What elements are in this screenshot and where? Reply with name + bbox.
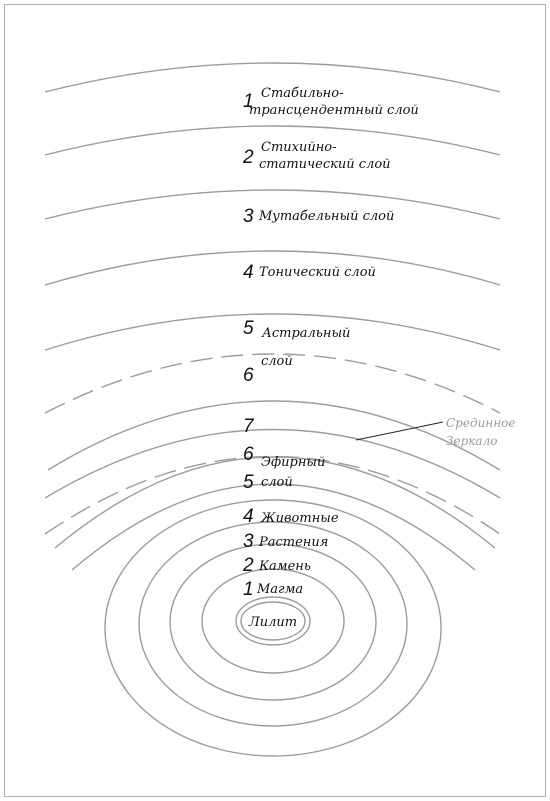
layer-label: Растения — [259, 535, 329, 550]
layer-number: 1 — [243, 91, 254, 112]
layer-number: 5 — [243, 318, 254, 339]
layer-label: Тонический слой — [259, 265, 376, 280]
mirror-note: Зеркало — [446, 434, 498, 448]
mirror-pointer-line — [356, 422, 443, 440]
layer-label: Астральный — [262, 326, 351, 341]
layer-number: 6 — [243, 444, 254, 465]
layer-number: 3 — [243, 206, 254, 227]
layer-label: Стихийно- — [261, 140, 337, 155]
layer-number: 4 — [243, 506, 254, 527]
layer-number: 7 — [243, 416, 254, 437]
layer-number: 1 — [243, 579, 254, 600]
layer-label: трансцендентный слой — [249, 103, 419, 118]
layer-label: Мутабельный слой — [259, 209, 395, 224]
layer-number: 5 — [243, 472, 254, 493]
layer-number: 3 — [243, 531, 254, 552]
layer-number: 4 — [243, 262, 254, 283]
layer-number: 2 — [243, 555, 254, 576]
layer-label: слой — [261, 354, 293, 369]
center-label: Лилит — [248, 615, 298, 630]
layer-label: Эфирный — [261, 455, 326, 470]
mirror-note: Срединное — [446, 416, 516, 430]
layer-label: слой — [261, 475, 293, 490]
layer-label: Животные — [261, 511, 339, 526]
layer-label: статический слой — [259, 157, 391, 172]
layer-label: Стабильно- — [261, 86, 344, 101]
layer-number: 6 — [243, 365, 254, 386]
layer-label: Магма — [257, 582, 304, 597]
layer-number: 2 — [243, 147, 254, 168]
layer-label: Камень — [259, 559, 311, 574]
